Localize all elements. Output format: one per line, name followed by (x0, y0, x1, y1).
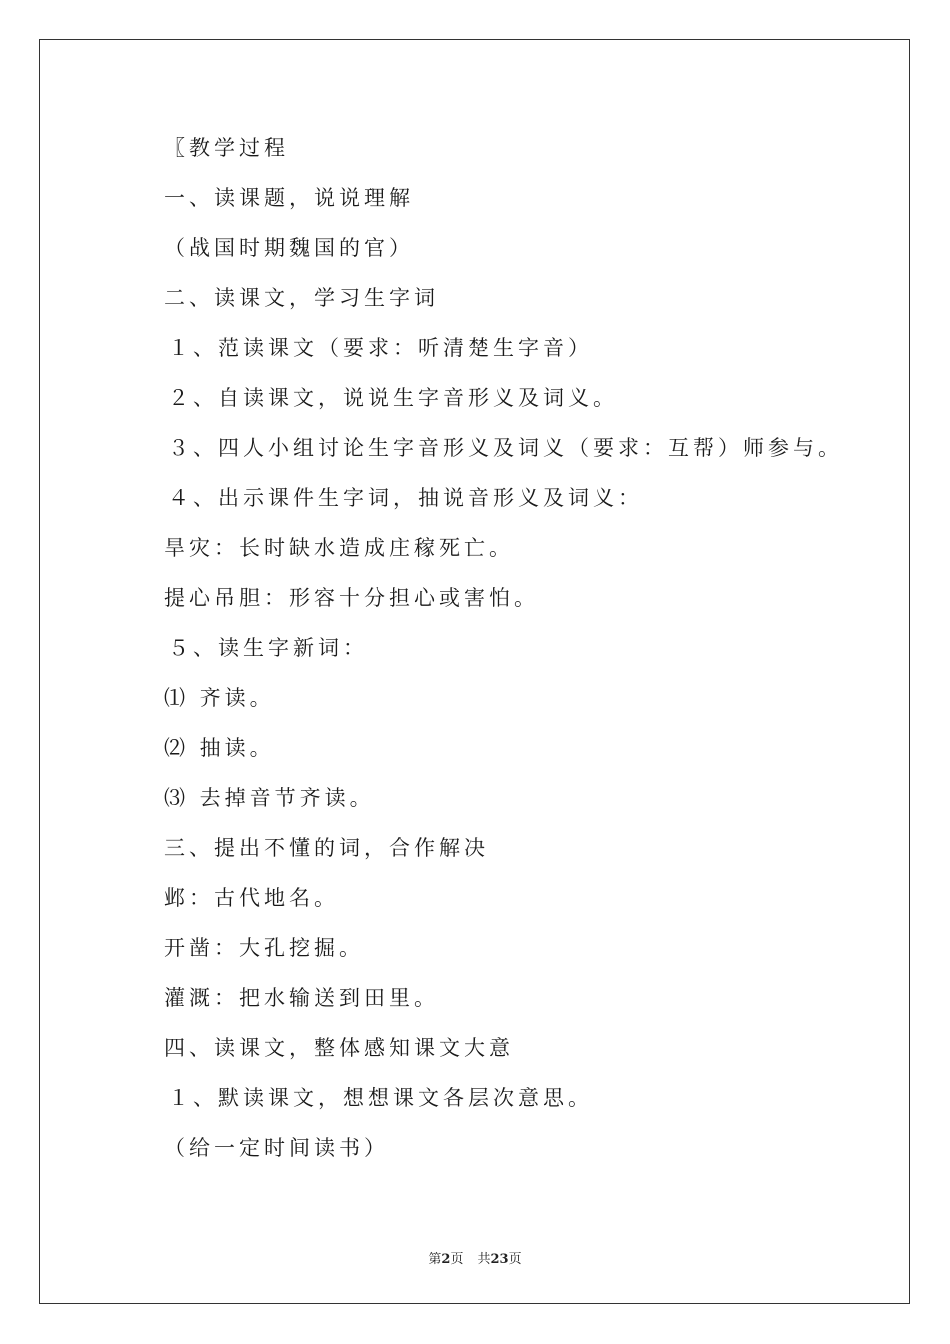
vocab-definition: 开凿：大孔挖掘。 (164, 936, 364, 960)
vocab-definition: 灌溉：把水输送到田里。 (164, 986, 439, 1010)
section-heading: 三、提出不懂的词，合作解决 (164, 836, 489, 860)
paragraph-line: （给一定时间读书） (164, 1136, 389, 1160)
list-item: １、默读课文，想想课文各层次意思。 (168, 1086, 593, 1110)
sub-list-item: ⑶ 去掉音节齐读。 (164, 786, 375, 810)
section-heading: 二、读课文，学习生字词 (164, 286, 439, 310)
section-heading: 一、读课题，说说理解 (164, 186, 414, 210)
section-heading: 〖教学过程 (164, 136, 289, 160)
vocab-definition: 旱灾：长时缺水造成庄稼死亡。 (164, 536, 514, 560)
sub-list-item: ⑴ 齐读。 (164, 686, 275, 710)
list-item: １、范读课文（要求：听清楚生字音） (168, 336, 593, 360)
section-heading: 四、读课文，整体感知课文大意 (164, 1036, 514, 1060)
paragraph-line: （战国时期魏国的官） (164, 236, 414, 260)
list-item: ３、四人小组讨论生字音形义及词义（要求：互帮）师参与。 (168, 436, 843, 460)
page-footer (0, 1248, 950, 1267)
page-number-label: 第2页 (428, 1252, 464, 1267)
list-item: ５、读生字新词： (168, 636, 368, 660)
list-item: ４、出示课件生字词，抽说音形义及词义： (168, 486, 643, 510)
vocab-definition: 提心吊胆：形容十分担心或害怕。 (164, 586, 539, 610)
page-total-label: 共23页 (477, 1252, 522, 1267)
list-item: ２、自读课文，说说生字音形义及词义。 (168, 386, 618, 410)
sub-list-item: ⑵ 抽读。 (164, 736, 275, 760)
vocab-definition: 邺：古代地名。 (164, 886, 339, 910)
document-body (164, 128, 884, 1178)
